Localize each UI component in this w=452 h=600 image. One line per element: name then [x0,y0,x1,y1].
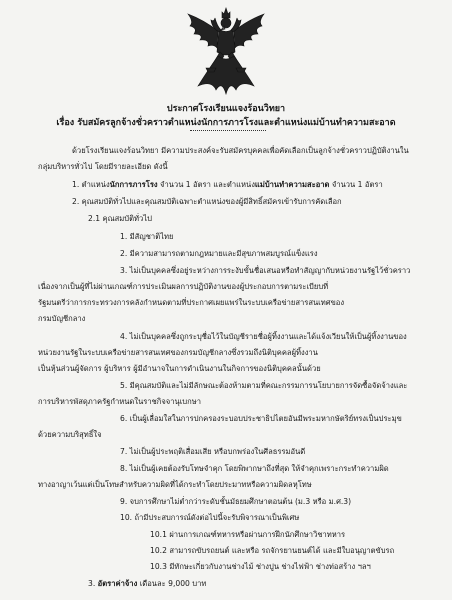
qualification-6-line-2: ด้วยความบริสุทธิ์ใจ [38,430,102,439]
item-1: 1. ตำแหน่งนักการภารโรง จำนวน 1 อัตรา และตำแหน่งแม่บ้านทำความสะอาด จำนวน 1 อัตรา [72,180,383,189]
qualification-2: 2. มีความสามารถตามกฎหมายและมีสุขภาพสมบูรณ์แข็งแรง [120,249,318,258]
announcement-subject: เรื่อง รับสมัครลูกจ้างชั่วคราวตำแหน่งนักการภารโรงและตำแหน่งแม่บ้านทำความสะอาด [56,118,396,128]
qualification-3-line-3: รัฐมนตรีว่าการกระทรวงการคลังกำหนดตามที่ประกาศเผยแพร่ในระบบเครือข่ายสารสนเทศของ [38,298,345,307]
qualification-5-line-1: 5. มีคุณสมบัติและไม่มีลักษณะต้องห้ามตามที่คณะกรรมการนโยบายการจัดซื้อจัดจ้างและ [120,381,408,390]
qualification-5-line-2: การบริหารพัสดุภาครัฐกำหนดในราชกิจจานุเบกษา [38,397,201,406]
qualification-6-line-1: 6. เป็นผู้เลื่อมใสในการปกครองระบอบประชาธิปไตยอันมีพระมหากษัตริย์ทรงเป็นประมุข [120,414,402,423]
announcement-title: ประกาศโรงเรียนแจงร้อนวิทยา [166,104,286,114]
qualification-8-line-1: 8. ไม่เป็นผู้เคยต้องรับโทษจำคุก โดยพิพากษาถึงที่สุด ให้จำคุกเพราะกระทำความผิด [120,464,389,473]
qualification-1: 1. มีสัญชาติไทย [120,232,174,241]
qualification-4-line-1: 4. ไม่เป็นบุคคลซึ่งถูกระบุชื่อไว้ในบัญชีรายชื่อผู้ทิ้งงานและได้แจ้งเวียนให้เป็นผู้ทิ้งงานของ [120,332,407,341]
qualification-4-line-3: เป็นหุ้นส่วนผู้จัดการ ผู้บริหาร ผู้มีอำนาจในการดำเนินงานในกิจการของนิติบุคคลนั้นด้วย [38,364,321,373]
qualification-7: 7. ไม่เป็นผู้ประพฤติเสื่อมเสีย หรือบกพร่องในศีลธรรมอันดี [120,447,306,456]
qualification-4-line-2: หน่วยงานรัฐในระบบเครือข่ายสารสนเทศของกรมบัญชีกลางซึ่งรวมถึงนิติบุคคลผู้ทิ้งงาน [38,348,318,357]
qualification-3-line-4: กรมบัญชีกลาง [38,314,86,323]
qualification-10-2: 10.2 สามารถขับรถยนต์ และหรือ รถจักรยานยนต์ได้ และมีใบอนุญาตขับรถ [150,546,395,555]
garuda-emblem-icon [184,6,268,98]
item-3-wage: 3. อัตราค่าจ้าง เดือนละ 9,000 บาท [88,579,207,588]
title-divider [190,130,266,131]
item-2-1: 2.1 คุณสมบัติทั่วไป [88,214,152,223]
qualification-3-line-1: 3. ไม่เป็นบุคคลซึ่งอยู่ระหว่างการระงับขั้นชื่อเสนอหรือทำสัญญากับหน่วยงานรัฐไว้ชั่วคราว [120,266,411,275]
item-2: 2. คุณสมบัติทั่วไปและคุณสมบัติเฉพาะตำแหน่งของผู้มีสิทธิ์สมัครเข้ารับการคัดเลือก [72,197,342,206]
intro-line-1: ด้วยโรงเรียนแจงร้อนวิทยา มีความประสงค์จะรับสมัครบุคคลเพื่อคัดเลือกเป็นลูกจ้างชั่วคราวปฏิบัติงานใน [72,146,409,155]
qualification-10-1: 10.1 ผ่านการเกณฑ์ทหารหรือผ่านการฝึกนักศึกษาวิชาทหาร [150,530,346,539]
qualification-10-3: 10.3 มีทักษะเกี่ยวกับงานช่างไม้ ช่างปูน ช่างไฟฟ้า ช่างท่อสร้าง ฯลฯ [150,562,371,571]
qualification-3-line-2: เนื่องจากเป็นผู้ที่ไม่ผ่านเกณฑ์การประเมินผลการปฏิบัติงานของผู้ประกอบการตามระเบียบที่ [38,282,329,291]
qualification-9: 9. จบการศึกษาไม่ต่ำกว่าระดับชั้นมัธยมศึกษาตอนต้น (ม.3 หรือ ม.ศ.3) [120,497,352,506]
intro-line-2: กลุ่มบริหารทั่วไป โดยมีรายละเอียด ดังนี้ [38,162,168,171]
qualification-8-line-2: ทางอาญาเว้นแต่เป็นโทษสำหรับความผิดที่ได้กระทำโดยประมาทหรือความผิดลหุโทษ [38,480,312,489]
qualification-10: 10. ถ้ามีประสบการณ์ดังต่อไปนี้จะรับพิจารณาเป็นพิเศษ [120,513,300,522]
